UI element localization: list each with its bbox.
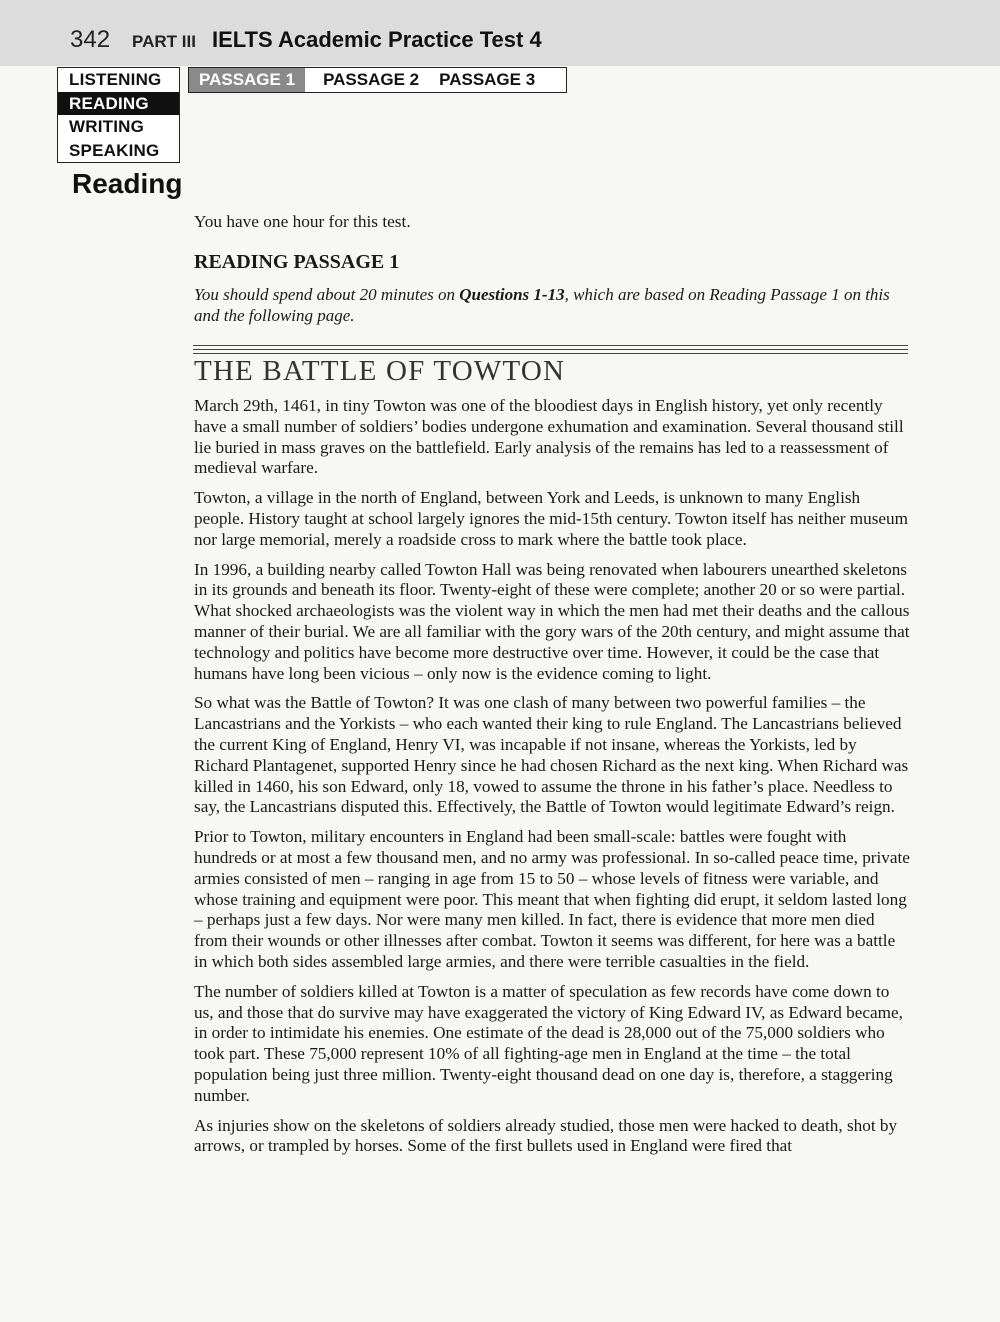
article-body [194, 396, 910, 1166]
tab-passage-1[interactable]: PASSAGE 1 [189, 68, 305, 92]
paragraph: So what was the Battle of Towton? It was one clash of many between two powerful families – the Lancastrians and the Yorkists – who each wanted their king to rule England. The Lancastrians believed the current King of England, Henry VI, was incapable if not insane, whereas the Yorkists, led by Richard Plantagenet, supported Henry since he had chosen Richard as the next king. When Richard was killed in 1460, his son Edward, only 18, vowed to assume the throne in his father’s place. Needless to say, the Lancastrians disputed this. Effectively, the Battle of Towton would legitimate Edward’s reign. [194, 693, 909, 817]
passage-tabs [188, 67, 567, 93]
page-header [70, 26, 542, 60]
section-reading[interactable]: READING [58, 92, 179, 116]
instructions-after: , which are based on Reading Passage 1 on this and the following page. [194, 285, 890, 325]
title-rule-1 [193, 345, 908, 346]
paragraph: As injuries show on the skeletons of soldiers already studied, those men were hacked to death, shot by arrows, or trampled by horses. Some of the first bullets used in England were fired that [194, 1115, 898, 1156]
reading-passage-title: READING PASSAGE 1 [194, 251, 400, 273]
section-nav [57, 67, 180, 163]
paragraph: In 1996, a building nearby called Towton Hall was being renovated when labourers unearthed skeletons in its grounds and beneath its floor. Twenty-eight of these were complete; another 20 or so were partial. What shocked archaeologists was the violent way in which the men had met their deaths and the callous manner of their burial. We are all familiar with the gory wars of the 20th century, and might assume that technology and politics have become more destructive over time. However, it could be the case that humans have long been vicious – only now is the evidence coming to light. [194, 559, 910, 683]
paragraph: Towton, a village in the north of England, between York and Leeds, is unknown to many English people. History taught at school largely ignores the mid-15th century. Towton itself has neither museum nor large memorial, merely a roadside cross to mark where the battle took place. [194, 488, 909, 549]
paragraph: March 29th, 1461, in tiny Towton was one of the bloodiest days in English history, yet only recently have a small number of soldiers’ bodies undergone exhumation and examination. Several thousand still lie buried in mass graves on the battlefield. Early analysis of the remains has led to a reassessment of medieval warfare. [194, 396, 904, 478]
instructions-before: You should spend about 20 minutes on [194, 285, 460, 304]
instructions [194, 284, 908, 326]
tab-passage-2[interactable]: PASSAGE 2 [323, 70, 420, 89]
part-label: PART III [132, 32, 196, 51]
page-number: 342 [70, 26, 111, 53]
section-writing[interactable]: WRITING [69, 117, 145, 136]
paragraph: The number of soldiers killed at Towton is a matter of speculation as few records have come down to us, and those that do survive may have exaggerated the victory of King Edward IV, as Edward became, in order to intimidate his enemies. One estimate of the dead is 28,000 out of the 75,000 soldiers who took part. These 75,000 represent 10% of all fighting-age men in England at the time – the total population being just three million. Twenty-eight thousand dead on one day is, therefore, a staggering number. [194, 981, 903, 1105]
section-listening[interactable]: LISTENING [69, 70, 162, 89]
title-rule-2 [193, 349, 908, 350]
test-title: IELTS Academic Practice Test 4 [211, 27, 542, 52]
tab-passage-3[interactable]: PASSAGE 3 [439, 70, 536, 89]
section-heading: Reading [72, 168, 183, 199]
section-speaking[interactable]: SPEAKING [69, 140, 160, 160]
intro-text: You have one hour for this test. [194, 212, 411, 231]
instructions-questions: Questions 1-13 [459, 285, 565, 304]
article-title: THE BATTLE OF TOWTON [194, 355, 566, 387]
paragraph: Prior to Towton, military encounters in England had been small-scale: battles were fought with hundreds or at most a few thousand men, and no army was professional. In so-called peace time, private armies consisted of men – ranging in age from 15 to 50 – whose levels of fitness were variable, and whose training and equipment were poor. This meant that when fighting did erupt, it seldom lasted long – perhaps just a few days. Nor were many men killed. In fact, there is evidence that more men died from their wounds or other illnesses after combat. Towton it seems was different, for here was a battle in which both sides assembled large armies, and there were terrible casualties in the field. [194, 827, 910, 971]
